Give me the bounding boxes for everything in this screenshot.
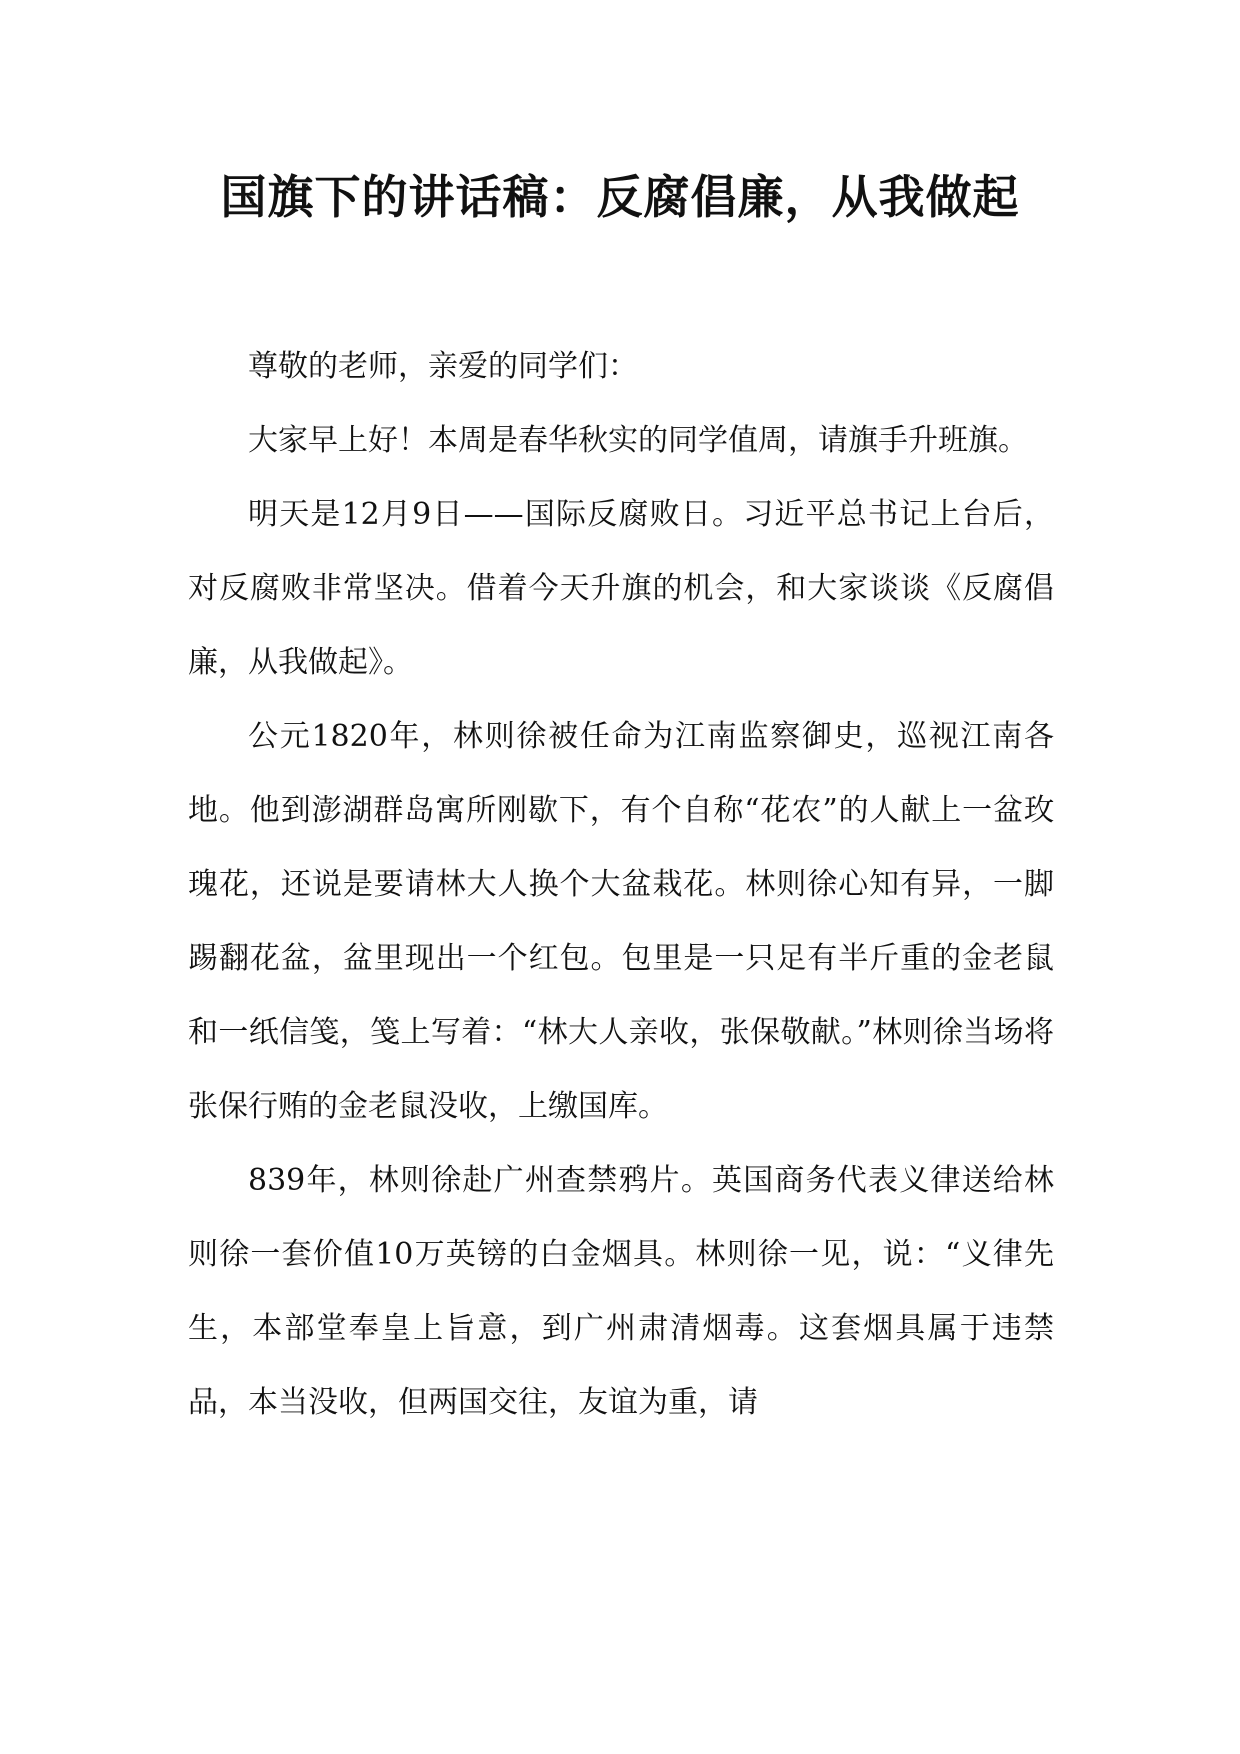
document-body [188,330,1054,1440]
greeting-paragraph: 尊敬的老师，亲爱的同学们： [248,349,638,384]
story-paragraph-2: 839年，林则徐赴广州查禁鸦片。英国商务代表义律送给林则徐一套价值10万英镑的白金烟具。林则徐一见，说：“义律先生，本部堂奉皇上旨意，到广州肃清烟毒。这套烟具属于违禁品，本当没收，但两国交往，友谊为重，请 [188,1163,1054,1420]
topic-paragraph: 明天是12月9日——国际反腐败日。习近平总书记上台后，对反腐败非常坚决。借着今天升旗的机会，和大家谈谈《反腐倡廉，从我做起》。 [188,497,1054,680]
document-title: 国旗下的讲话稿：反腐倡廉，从我做起 [220,170,1020,224]
opening-paragraph: 大家早上好！本周是春华秋实的同学值周，请旗手升班旗。 [248,423,1028,458]
story-paragraph-1: 公元1820年，林则徐被任命为江南监察御史，巡视江南各地。他到澎湖群岛寓所刚歇下，有个自称“花农”的人献上一盆玫瑰花，还说是要请林大人换个大盆栽花。林则徐心知有异，一脚踢翻花盆，盆里现出一个红包。包里是一只足有半斤重的金老鼠和一纸信笺，笺上写着：“林大人亲收，张保敬献。”林则徐当场将张保行贿的金老鼠没收，上缴国库。 [188,719,1054,1124]
